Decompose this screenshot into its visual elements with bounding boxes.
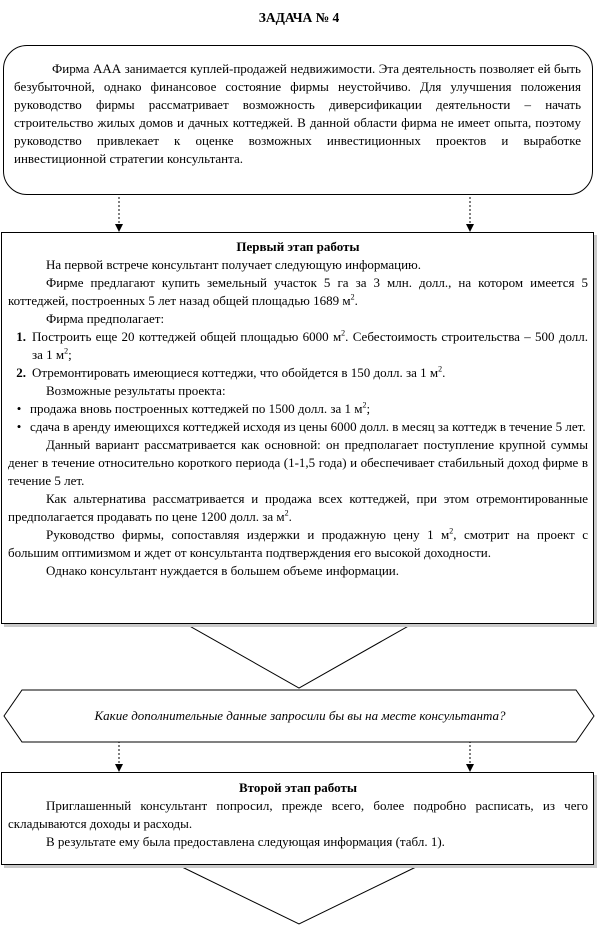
arrowhead-right-2	[466, 764, 474, 772]
page-title: ЗАДАЧА № 4	[258, 10, 340, 25]
stage2-paragraph: В результате ему была предоставлена следующая информация (табл. 1).	[46, 834, 445, 849]
stage1-paragraph: Возможные результаты проекта:	[46, 383, 226, 398]
numbered-item: 1. Построить еще 20 коттеджей общей площадью 6000 $м^2$. Себестоимость строительства – 500 долл. за 1 $м^2$;	[8, 328, 588, 364]
stage1-paragraph: Фирма предполагает:	[46, 311, 165, 326]
arrowhead-left-1	[115, 224, 123, 232]
stage2-content	[8, 779, 588, 851]
item-number: 2.	[16, 365, 26, 380]
bullet-icon: •	[16, 401, 22, 416]
down-chevron-1	[186, 624, 412, 688]
stage2-heading: Второй этап работы	[238, 780, 357, 795]
stage1-content	[8, 238, 588, 580]
intro-text: Фирма ААА занимается куплей-продажей недвижимости. Эта деятельность позволяет ей быть безубыточной, однако финансовое состояние фирмы неустойчиво. Для улучшения положения руководство фирмы рассматривает возможность диверсификации деятельности – начать строительство жилых домов и дачных коттеджей. В данной области фирма не имеет опыта, поэтому руководство привлекает к оценке возможных инвестиционных проектов и выработке инвестиционной стратегии консультанта.	[14, 61, 581, 166]
stage1-heading: Первый этап работы	[236, 239, 360, 254]
stage1-paragraph: Однако консультант нуждается в большем объеме информации.	[46, 563, 399, 578]
question-text: Какие дополнительные данные запросили бы вы на месте консультанта?	[94, 708, 506, 723]
bullet-icon: •	[16, 419, 22, 434]
stage1-paragraph: Как альтернатива рассматривается и продажа всех коттеджей, при этом отремонтированные предполагается продавать по цене 1200 долл. за $м^2$.	[8, 491, 588, 524]
arrowhead-left-2	[115, 764, 123, 772]
bullet-item: • продажа вновь построенных коттеджей по 1500 долл. за 1 $м^2$;	[8, 400, 588, 418]
stage2-paragraph: Приглашенный консультант попросил, прежде всего, более подробно расписать, из чего складываются доходы и расходы.	[8, 798, 588, 831]
bullet-item: • сдача в аренду имеющихся коттеджей исходя из цены 6000 долл. в месяц за коттедж в течение 5 лет.	[8, 418, 588, 436]
numbered-item: 2. Отремонтировать имеющиеся коттеджи, что обойдется в 150 долл. за 1 $м^2$.	[8, 364, 588, 382]
arrowhead-right-1	[466, 224, 474, 232]
stage1-paragraph: Фирме предлагают купить земельный участок 5 га за 3 млн. долл., на котором имеется 5 коттеджей, построенных 5 лет назад общей площадью 1689 $м^2$.	[8, 275, 588, 308]
down-chevron-2	[180, 866, 418, 924]
stage1-paragraph: Данный вариант рассматривается как основной: он предполагает поступление крупной суммы денег в течение относительно короткого периода (1-1,5 года) и обеспечивает стабильный доход фирме в течение 5 лет.	[8, 437, 588, 488]
stage1-paragraph: На первой встрече консультант получает следующую информацию.	[46, 257, 421, 272]
item-number: 1.	[16, 329, 26, 344]
stage1-paragraph: Руководство фирмы, сопоставляя издержки и продажную цену 1 $м^2$, смотрит на проект с большим оптимизмом и ждет от консультанта подтверждения его высокой доходности.	[8, 526, 588, 560]
